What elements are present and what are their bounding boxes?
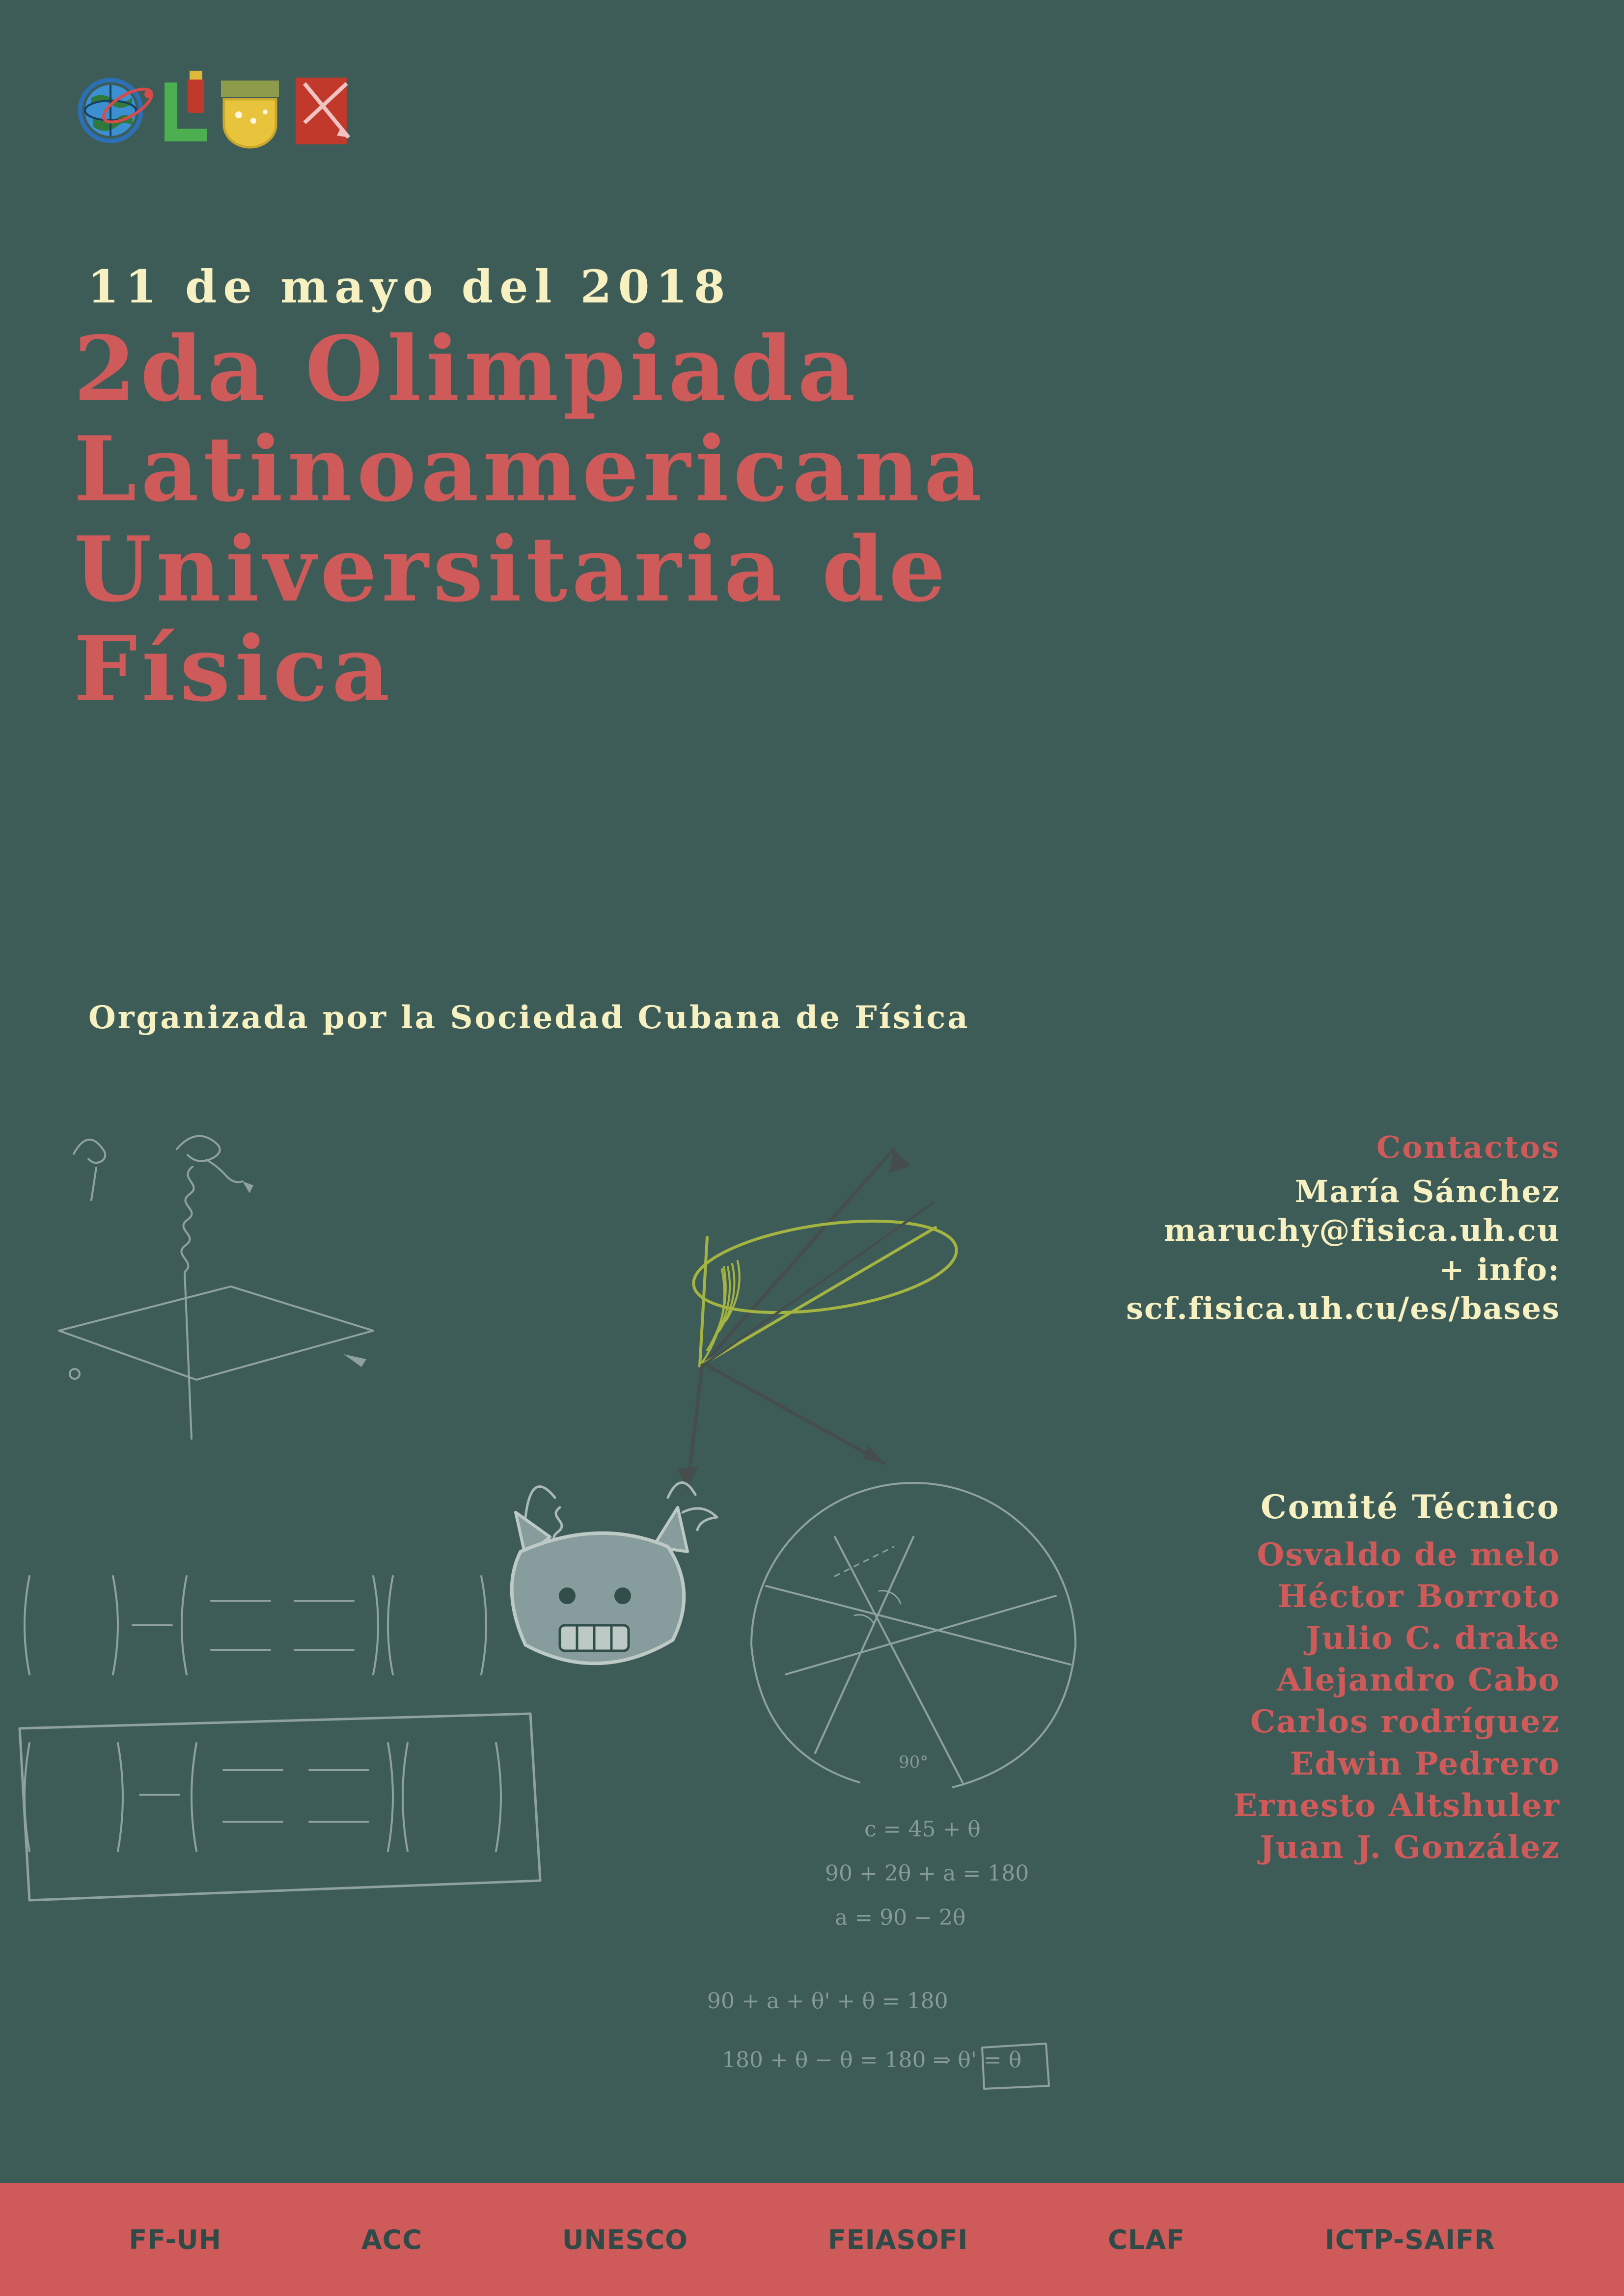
contacts-heading: Contactos <box>1376 1129 1560 1165</box>
svg-text:90°: 90° <box>899 1752 929 1772</box>
committee-member: Carlos rodríguez <box>1250 1703 1560 1741</box>
committee-block <box>824 1488 1560 1868</box>
sponsor-unesco: UNESCO <box>562 2224 688 2255</box>
contact-info-label: + info: <box>1438 1251 1560 1287</box>
svg-text:180 + θ − θ = 180 ⇒ θ' = θ: 180 + θ − θ = 180 ⇒ θ' = θ <box>722 2048 1022 2073</box>
committee-member: Julio C. drake <box>1306 1620 1560 1657</box>
oluf-logo <box>74 64 467 177</box>
spring-coil-sketch <box>59 1136 373 1439</box>
title-line-3: Universitaria de <box>74 516 950 622</box>
sponsor-claf: CLAF <box>1108 2224 1185 2255</box>
sponsor-ff-uh: FF-UH <box>129 2224 221 2255</box>
organizer-subtitle: Organizada por la Sociedad Cubana de Física <box>88 999 970 1036</box>
svg-text:90 + a + θ' + θ = 180: 90 + a + θ' + θ = 180 <box>707 1989 948 2014</box>
svg-text:c = 45 + θ: c = 45 + θ <box>864 1817 981 1842</box>
svg-text:a = 90 − 2θ: a = 90 − 2θ <box>835 1905 966 1930</box>
svg-text:90 + 2θ + a = 180: 90 + 2θ + a = 180 <box>825 1861 1029 1886</box>
sponsor-acc: ACC <box>361 2224 422 2255</box>
committee-member: Edwin Pedrero <box>1290 1745 1560 1782</box>
cat-face-sketch <box>512 1482 717 1663</box>
sponsor-feiasofi: FEIASOFI <box>827 2224 968 2255</box>
title-line-1: 2da Olimpiada <box>74 316 860 421</box>
committee-member: Juan J. González <box>1259 1829 1560 1866</box>
contacts-block <box>873 1129 1560 1328</box>
title-line-4: Física <box>74 616 394 722</box>
title-line-2: Latinoamericana <box>74 416 987 521</box>
contact-website-link[interactable]: scf.fisica.uh.cu/es/bases <box>1126 1290 1560 1327</box>
sponsor-bar <box>0 2183 1624 2296</box>
contact-name: María Sánchez <box>1294 1174 1560 1209</box>
event-date: 11 de mayo del 2018 <box>87 260 732 313</box>
page-title <box>74 316 1522 722</box>
lorentz-matrix-sketch <box>20 1576 540 1900</box>
committee-heading: Comité Técnico <box>1261 1488 1560 1526</box>
committee-member: Ernesto Altshuler <box>1233 1787 1560 1824</box>
committee-member: Héctor Borroto <box>1277 1578 1560 1615</box>
committee-member: Osvaldo de melo <box>1257 1536 1560 1573</box>
contact-email[interactable]: maruchy@fisica.uh.cu <box>1163 1212 1560 1249</box>
committee-member: Alejandro Cabo <box>1276 1662 1560 1699</box>
sponsor-ictp-saifr: ICTP-SAIFR <box>1324 2224 1495 2255</box>
